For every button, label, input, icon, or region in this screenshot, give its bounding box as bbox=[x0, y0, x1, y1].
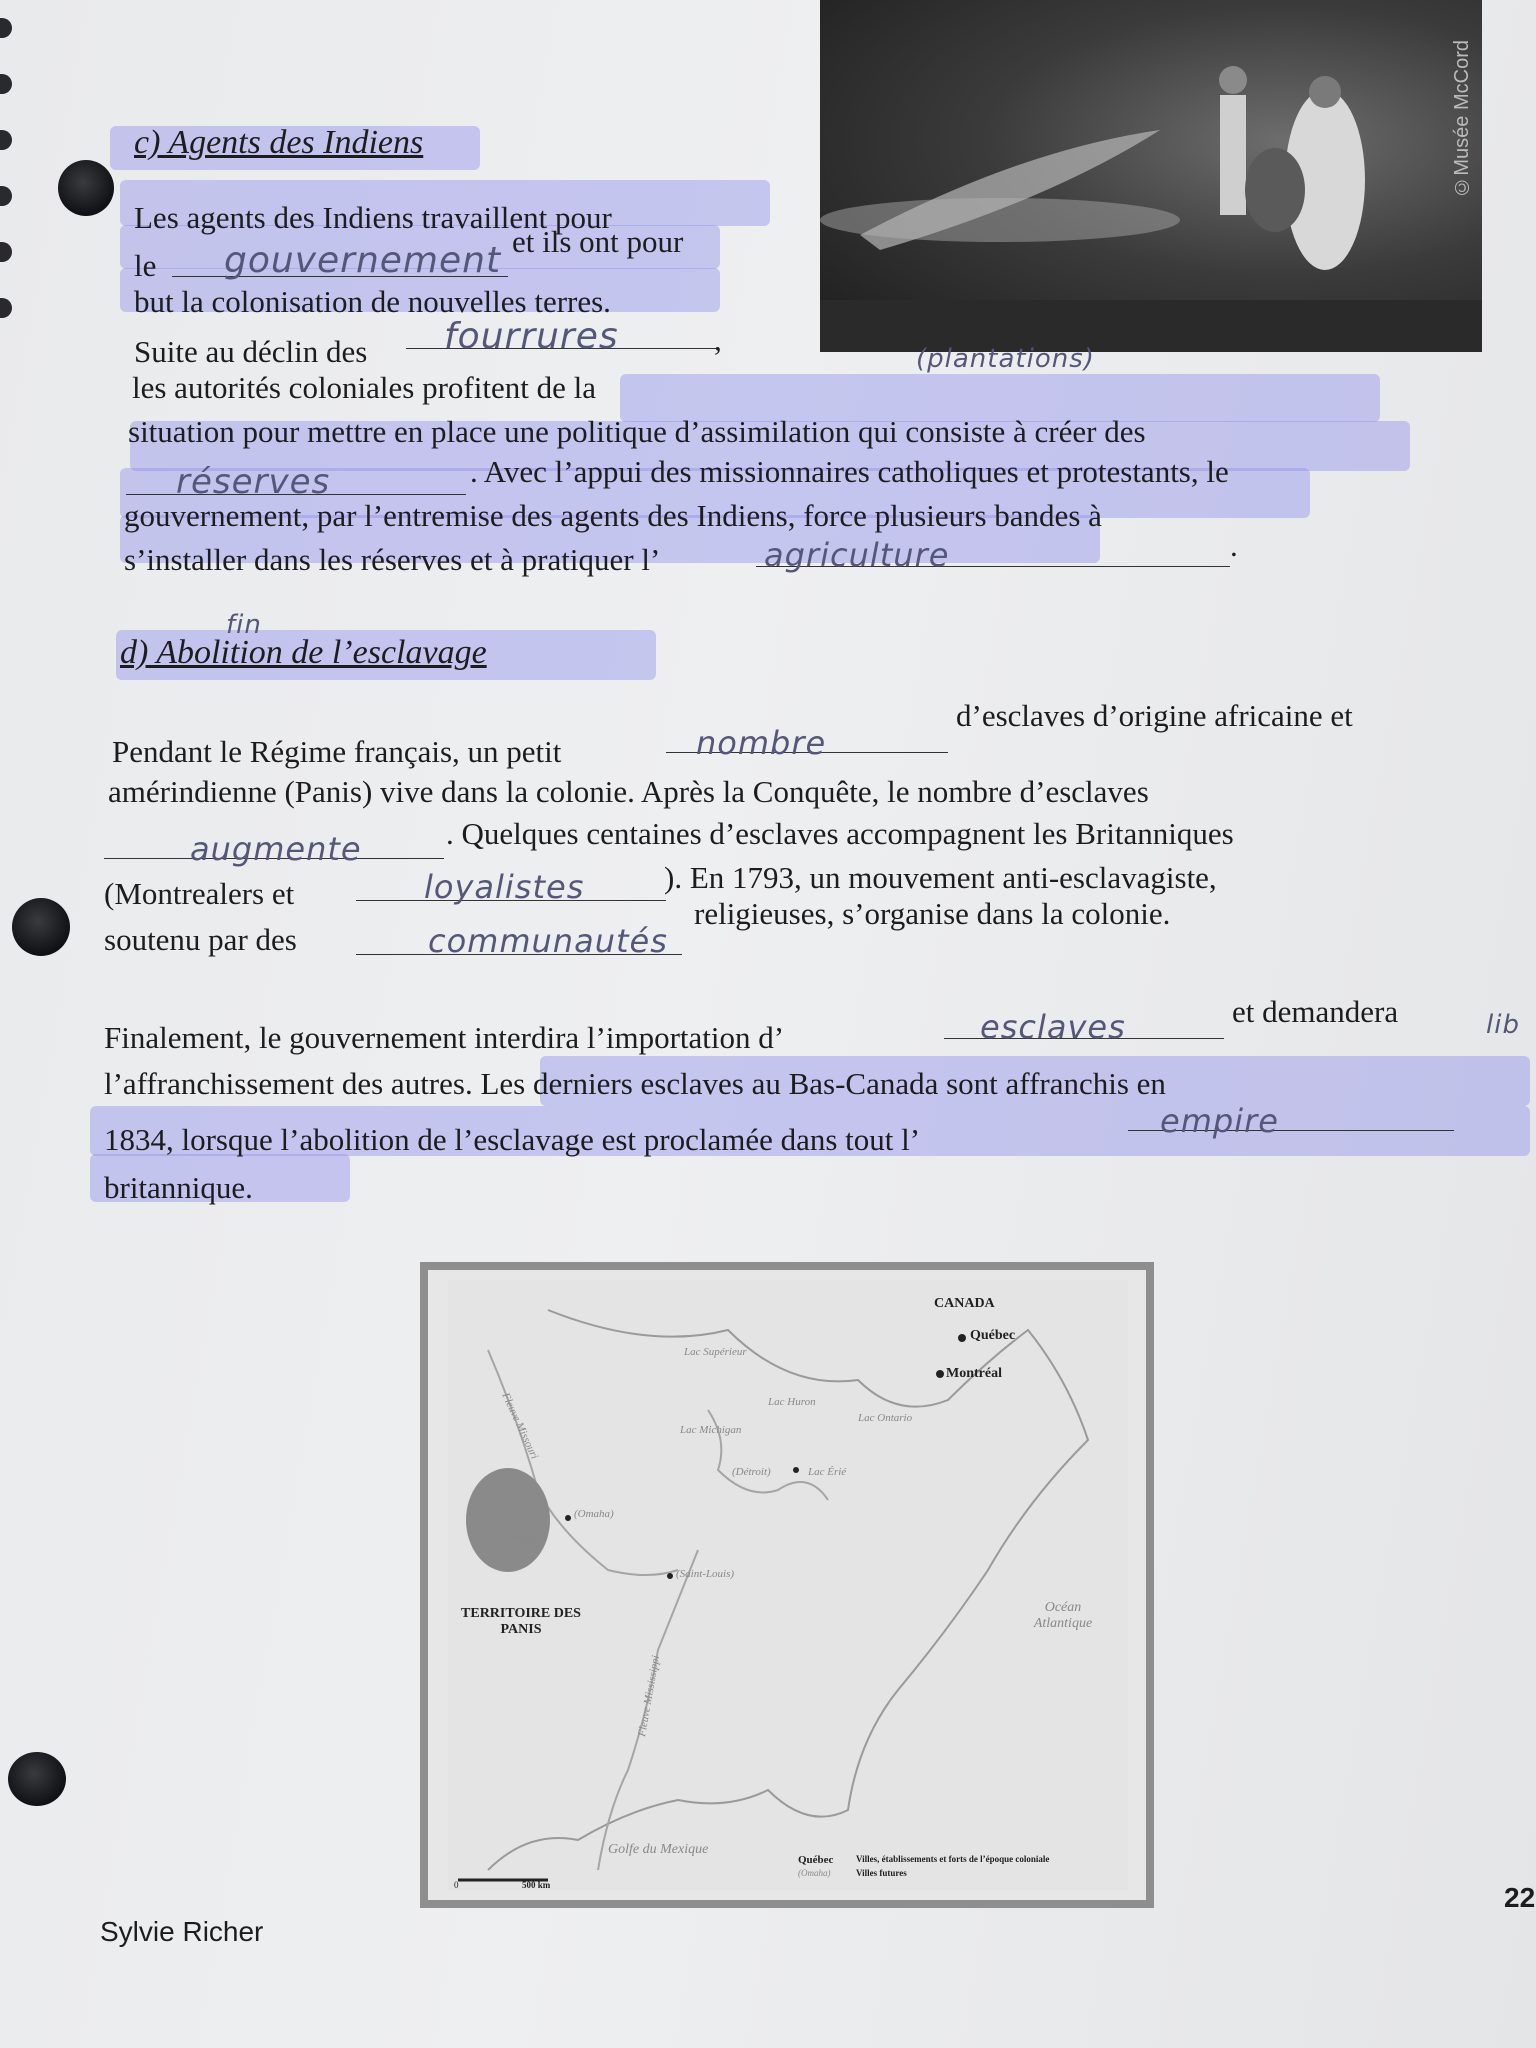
map-label: Lac Huron bbox=[768, 1396, 816, 1408]
text-line: l’affranchissement des autres. Les derniers esclaves au Bas-Canada sont affranchis en bbox=[104, 1066, 1166, 1101]
binder-ring bbox=[0, 130, 12, 150]
text-line: Pendant le Régime français, un petit bbox=[112, 734, 562, 769]
text-line: et demandera bbox=[1232, 994, 1399, 1029]
punch-hole bbox=[12, 898, 70, 956]
handwritten-answer: agriculture bbox=[764, 536, 950, 574]
text-line: situation pour mettre en place une politique d’assimilation qui consiste à créer des bbox=[128, 414, 1146, 449]
map-label: Lac Érié bbox=[808, 1466, 847, 1478]
map-scale-label: 500 km bbox=[522, 1880, 551, 1890]
text-line: soutenu par des bbox=[104, 922, 297, 957]
handwritten-answer: loyalistes bbox=[424, 868, 585, 906]
punch-hole bbox=[8, 1752, 66, 1806]
handwritten-answer: empire bbox=[1160, 1102, 1279, 1140]
text-line: Finalement, le gouvernement interdira l’importation d’ bbox=[104, 1020, 785, 1055]
map-label: Lac Supérieur bbox=[684, 1346, 747, 1358]
map-legend-text: Villes, établissements et forts de l’époque coloniale bbox=[856, 1854, 1050, 1864]
map-figure bbox=[420, 1262, 1154, 1908]
text-line: britannique. bbox=[104, 1170, 253, 1205]
map-scale-label: 0 bbox=[454, 1880, 459, 1890]
text-line: gouvernement, par l’entremise des agents des Indiens, force plusieurs bandes à bbox=[124, 498, 1102, 533]
historical-photo bbox=[820, 0, 1482, 352]
text-line: ). En 1793, un mouvement anti-esclavagiste, bbox=[664, 860, 1217, 895]
text-line: religieuses, s’organise dans la colonie. bbox=[694, 896, 1171, 931]
text-line: les autorités coloniales profitent de la bbox=[132, 370, 596, 405]
map-label: CANADA bbox=[934, 1296, 995, 1311]
handwritten-answer: réserves bbox=[176, 462, 331, 502]
handwritten-answer: esclaves bbox=[980, 1008, 1126, 1046]
handwritten-answer: gouvernement bbox=[224, 240, 502, 281]
binder-ring bbox=[0, 298, 12, 318]
map-label: Océan Atlantique bbox=[1033, 1600, 1093, 1631]
text-line: d’esclaves d’origine africaine et bbox=[956, 698, 1353, 733]
map-outline bbox=[428, 1270, 1146, 1900]
text-line: amérindienne (Panis) vive dans la colonie. Après la Conquête, le nombre d’esclaves bbox=[108, 774, 1149, 809]
handwritten-answer: augmente bbox=[190, 830, 362, 868]
handwritten-answer: nombre bbox=[696, 724, 827, 762]
map-legend-text: Villes futures bbox=[856, 1868, 907, 1878]
map-label: Québec bbox=[970, 1328, 1016, 1343]
map-label: (Omaha) bbox=[574, 1508, 614, 1520]
binder-ring bbox=[0, 242, 12, 262]
map-label: (Saint-Louis) bbox=[676, 1568, 735, 1580]
map-label: Montréal bbox=[946, 1366, 1002, 1381]
map-label: Platte bbox=[512, 1534, 539, 1546]
map-label: (Détroit) bbox=[732, 1466, 771, 1478]
map-label: Golfe du Mexique bbox=[608, 1842, 709, 1857]
text-line: (Montrealers et bbox=[104, 876, 295, 911]
map-label: TERRITOIRE DES PANIS bbox=[461, 1606, 581, 1637]
map-label: Fleuve Missouri bbox=[499, 1390, 541, 1462]
punch-hole bbox=[58, 160, 114, 216]
text-line: . Avec l’appui des missionnaires catholiques et protestants, le bbox=[470, 454, 1229, 489]
text-line: 1834, lorsque l’abolition de l’esclavage est proclamée dans tout l’ bbox=[104, 1122, 921, 1157]
author-name: Sylvie Richer bbox=[100, 1916, 264, 1947]
handwritten-note: fin bbox=[226, 610, 262, 640]
text-line: s’installer dans les réserves et à pratiquer l’ bbox=[124, 542, 661, 577]
binder-ring bbox=[0, 186, 12, 206]
text-line: . bbox=[1230, 528, 1238, 563]
map-label: Lac Ontario bbox=[858, 1412, 913, 1424]
map-legend-symbol: Québec bbox=[798, 1854, 834, 1866]
handwritten-answer: communautés bbox=[428, 922, 668, 960]
text-line: Suite au déclin des bbox=[134, 334, 368, 369]
text-line: Les agents des Indiens travaillent pour bbox=[134, 200, 612, 235]
text-line: et ils ont pour bbox=[512, 224, 684, 259]
section-d-heading: d) Abolition de l’esclavage bbox=[120, 634, 487, 671]
handwritten-note: (plantations) bbox=[916, 344, 1095, 374]
handwritten-answer: fourrures bbox=[444, 316, 619, 357]
binder-ring bbox=[0, 74, 12, 94]
photo-credit: ©Musée McCord bbox=[1451, 40, 1473, 198]
map-label: Lac Michigan bbox=[680, 1424, 742, 1436]
handwritten-note: lib bbox=[1486, 1010, 1520, 1040]
binder-ring bbox=[0, 18, 12, 38]
map-legend-symbol: (Omaha) bbox=[798, 1868, 831, 1878]
map-label: Fleuve Mississippi bbox=[636, 1654, 663, 1738]
text-line: but la colonisation de nouvelles terres. bbox=[134, 284, 611, 319]
text-line: , bbox=[714, 322, 722, 357]
section-c-heading: c) Agents des Indiens bbox=[134, 124, 424, 161]
text-line: . Quelques centaines d’esclaves accompagnent les Britanniques bbox=[446, 816, 1234, 851]
text-line: le bbox=[134, 248, 157, 283]
canoe-scene-illustration bbox=[820, 0, 1482, 352]
page-number: 22 bbox=[1504, 1882, 1536, 1913]
